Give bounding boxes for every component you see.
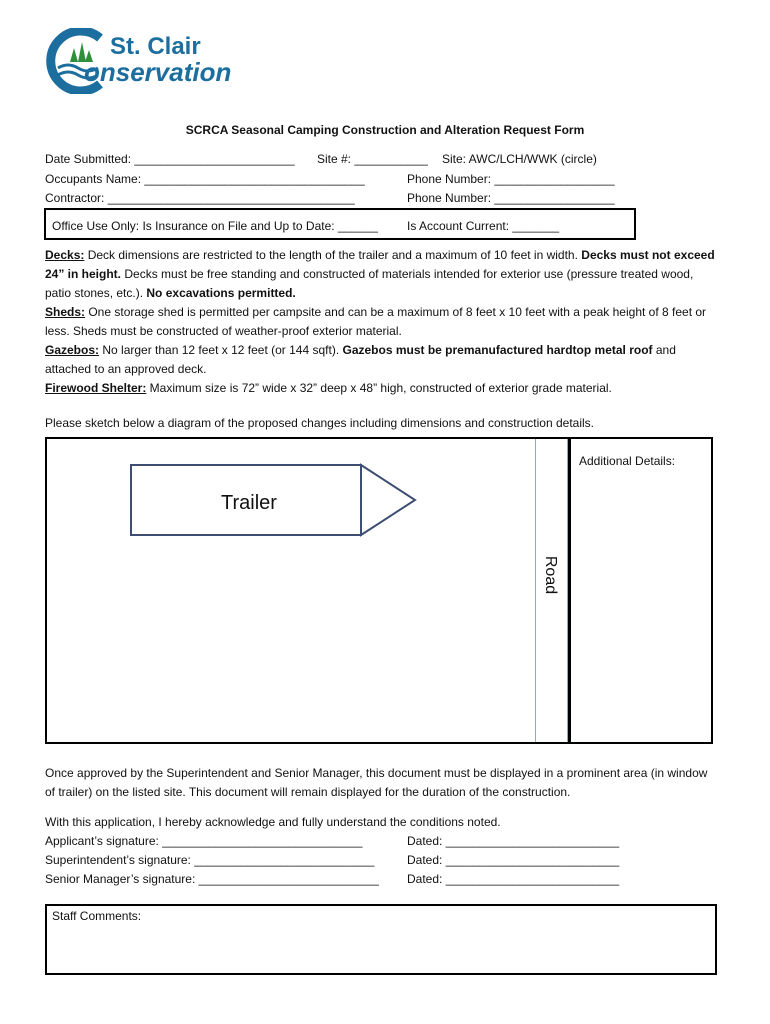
logo-name-line1: St. Clair	[110, 33, 201, 60]
gazebos-label: Gazebos:	[45, 343, 100, 357]
decks-label: Decks:	[45, 248, 85, 262]
gazebos-text: No larger than 12 feet x 12 feet (or 144 sqft).	[99, 343, 343, 357]
applicant-dated-field[interactable]: Dated: __________________________	[407, 834, 620, 848]
logo-name-line2: onservation	[84, 57, 232, 87]
road-line-2	[567, 439, 568, 742]
additional-details-box[interactable]	[569, 437, 713, 744]
decks-text: Deck dimensions are restricted to the length of the trailer and a maximum of 10 feet in width.	[84, 248, 582, 262]
applicant-signature-field[interactable]: Applicant’s signature: ______________________________	[45, 834, 363, 848]
road-line	[535, 439, 536, 742]
form-title: SCRCA Seasonal Camping Construction and Alteration Request Form	[185, 123, 585, 137]
occupants-name-field[interactable]: Occupants Name: _________________________________	[45, 172, 365, 186]
firewood-text: Maximum size is 72” wide x 32” deep x 48” high, constructed of exterior grade material.	[146, 381, 612, 395]
sketch-instruction: Please sketch below a diagram of the proposed changes including dimensions and construction details.	[45, 416, 594, 430]
phone-number-field-1[interactable]: Phone Number: __________________	[407, 172, 615, 186]
road-label: Road	[542, 555, 559, 595]
trailer-hitch-shape	[361, 465, 415, 535]
site-number-field[interactable]: Site #: ___________	[317, 152, 428, 166]
logo	[44, 28, 254, 94]
gazebos-roof-note: Gazebos must be premanufactured hardtop metal roof	[342, 343, 653, 357]
senior-manager-signature-field[interactable]: Senior Manager’s signature: ___________________________	[45, 872, 379, 886]
superintendent-dated-field[interactable]: Dated: __________________________	[407, 853, 620, 867]
sheds-rule	[45, 303, 720, 341]
site-field[interactable]: Site: AWC/LCH/WWK (circle)	[442, 152, 597, 166]
office-account-field[interactable]: Is Account Current: _______	[407, 219, 560, 233]
contractor-field[interactable]: Contractor: _____________________________________	[45, 191, 355, 205]
gazebos-text-2: and attached to an approved deck.	[45, 343, 676, 376]
additional-details-label: Additional Details:	[579, 454, 676, 468]
decks-height-limit: Decks must not exceed 24” in height.	[45, 248, 715, 281]
acknowledge-text: With this application, I hereby acknowledge and fully understand the conditions noted.	[45, 815, 501, 829]
office-insurance-field[interactable]: Office Use Only: Is Insurance on File and Up to Date: ______	[52, 219, 378, 233]
sheds-label: Sheds:	[45, 305, 86, 319]
approval-note: Once approved by the Superintendent and Senior Manager, this document must be displayed in a prominent area (in window of trailer) on the listed site. This document will remain displayed for the duration of the construction.	[45, 766, 708, 799]
rules-section	[45, 246, 720, 398]
phone-number-field-2[interactable]: Phone Number: __________________	[407, 191, 615, 205]
staff-comments-label: Staff Comments:	[52, 909, 142, 923]
decks-rule	[45, 246, 720, 303]
decks-text-2: Decks must be free standing and constructed of materials intended for exterior use (pressure treated wood, patio stones, etc.).	[45, 267, 694, 300]
trailer-label: Trailer	[221, 492, 277, 514]
firewood-label: Firewood Shelter:	[45, 381, 147, 395]
decks-excavation-note: No excavations permitted.	[146, 286, 296, 300]
gazebos-rule	[45, 341, 720, 379]
firewood-rule	[45, 379, 720, 398]
date-submitted-field[interactable]: Date Submitted: ________________________	[45, 152, 295, 166]
sheds-text: One storage shed is permitted per campsite and can be a maximum of 8 feet x 10 feet with a peak height of 8 feet or less. Sheds must be constructed of weather-proof exterior material.	[45, 305, 707, 338]
senior-manager-dated-field[interactable]: Dated: __________________________	[407, 872, 620, 886]
superintendent-signature-field[interactable]: Superintendent’s signature: ___________________________	[45, 853, 375, 867]
staff-comments-box[interactable]	[45, 904, 717, 975]
